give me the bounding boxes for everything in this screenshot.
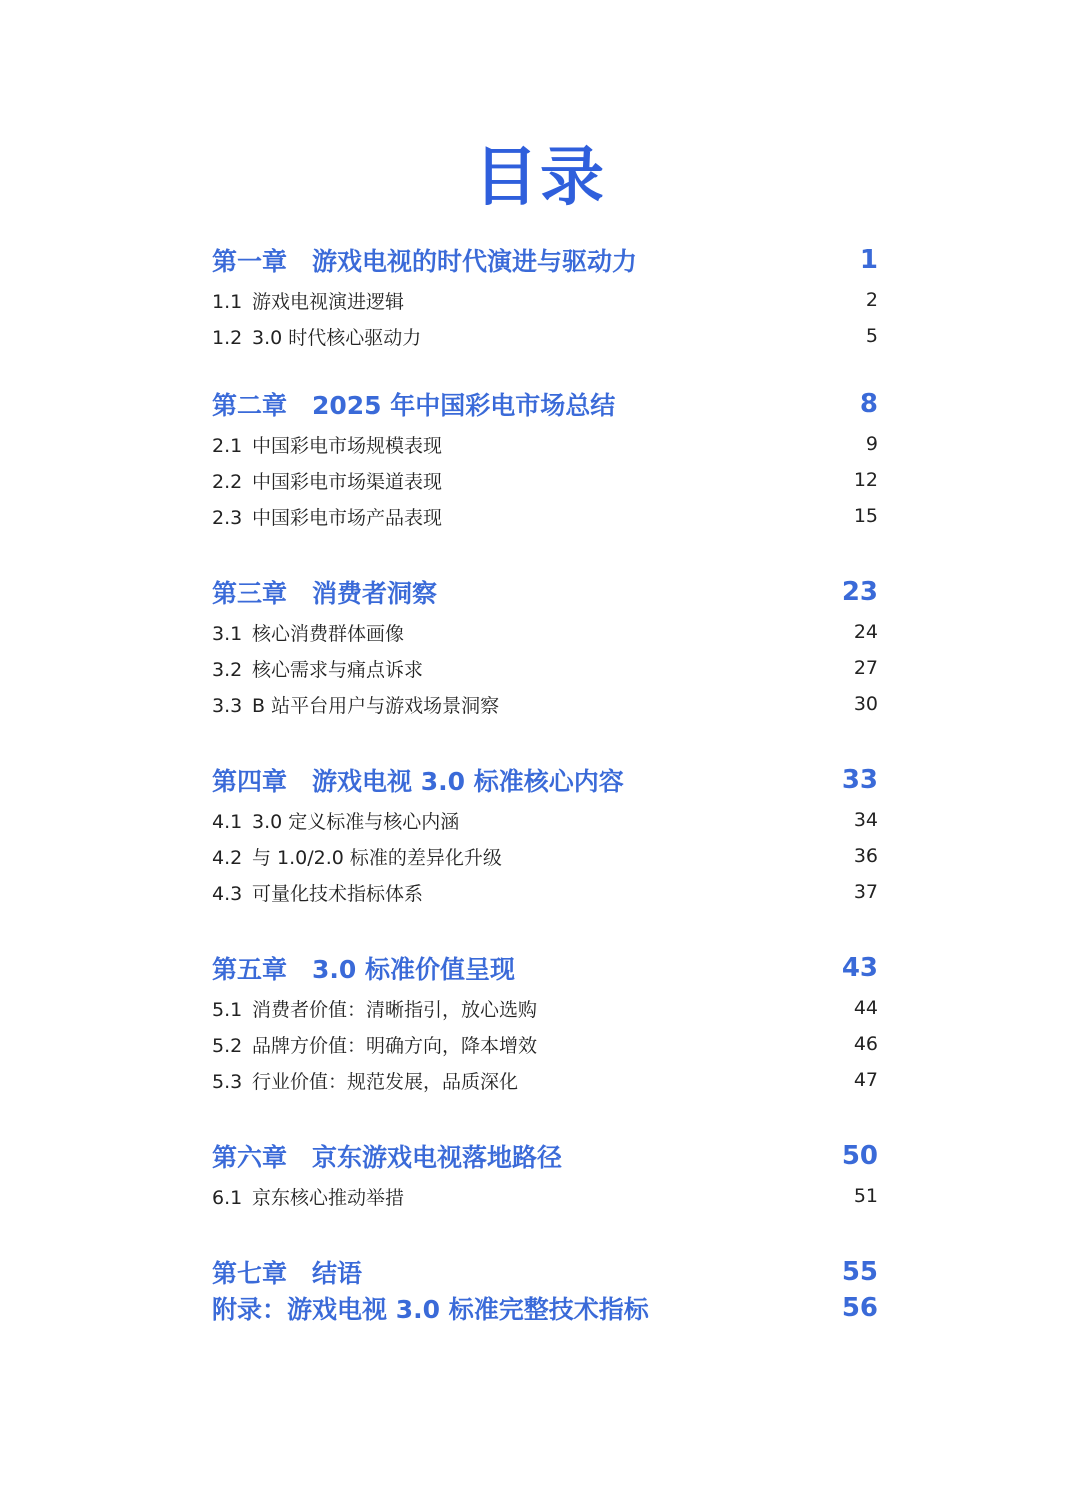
section-page-number: 9 <box>865 433 878 455</box>
section-title: 核心需求与痛点诉求 <box>252 658 424 681</box>
toc-section[interactable] <box>212 426 878 462</box>
chapter-page-number: 33 <box>841 765 878 795</box>
section-page-number: 5 <box>865 325 878 347</box>
section-title: 京东核心推动举措 <box>252 1186 405 1209</box>
chapter-page-number: 1 <box>859 245 878 275</box>
section-number: 2.1 <box>212 434 243 457</box>
toc-chapter-6-entry[interactable] <box>212 1134 878 1178</box>
section-title: 可量化技术指标体系 <box>252 882 424 905</box>
toc-section[interactable] <box>212 1026 878 1062</box>
toc-section[interactable] <box>212 614 878 650</box>
section-title: 行业价值：规范发展，品质深化 <box>252 1070 519 1093</box>
toc-section[interactable] <box>212 650 878 686</box>
section-title: B 站平台用户与游戏场景洞察 <box>252 694 500 717</box>
section-title: 游戏电视演进逻辑 <box>252 290 405 313</box>
section-title: 中国彩电市场渠道表现 <box>252 470 443 493</box>
section-page-number: 34 <box>853 809 878 831</box>
section-number: 3.3 <box>212 694 243 717</box>
section-page-number: 30 <box>853 693 878 715</box>
toc-section[interactable] <box>212 686 878 722</box>
toc-chapter-3 <box>212 570 878 722</box>
chapter-page-number: 50 <box>841 1141 878 1171</box>
toc-chapter-4-entry[interactable] <box>212 758 878 802</box>
appendix-page-number: 56 <box>841 1293 878 1323</box>
chapter-title: 第二章 2025 年中国彩电市场总结 <box>212 391 616 420</box>
section-page-number: 2 <box>865 289 878 311</box>
section-number: 5.2 <box>212 1034 243 1057</box>
section-page-number: 47 <box>853 1069 878 1091</box>
section-title: 消费者价值：清晰指引，放心选购 <box>252 998 538 1021</box>
toc-chapter-5-entry[interactable] <box>212 946 878 990</box>
section-number: 3.1 <box>212 622 243 645</box>
toc-chapter-6 <box>212 1134 878 1214</box>
section-number: 1.1 <box>212 290 243 313</box>
section-title: 中国彩电市场规模表现 <box>252 434 443 457</box>
toc-chapter-5 <box>212 946 878 1098</box>
chapter-page-number: 8 <box>859 389 878 419</box>
section-page-number: 12 <box>853 469 878 491</box>
section-number: 4.2 <box>212 846 243 869</box>
section-number: 6.1 <box>212 1186 243 1209</box>
toc-section[interactable] <box>212 462 878 498</box>
toc-appendix-entry[interactable] <box>212 1286 878 1330</box>
section-title: 3.0 时代核心驱动力 <box>252 326 422 349</box>
section-page-number: 15 <box>853 505 878 527</box>
toc-section[interactable] <box>212 318 878 354</box>
section-number: 1.2 <box>212 326 243 349</box>
section-page-number: 24 <box>853 621 878 643</box>
toc-chapter-1 <box>212 238 878 354</box>
toc-chapter-4 <box>212 758 878 910</box>
chapter-page-number: 23 <box>841 577 878 607</box>
section-number: 5.1 <box>212 998 243 1021</box>
toc-section[interactable] <box>212 838 878 874</box>
chapter-title: 第七章 结语 <box>212 1259 363 1288</box>
section-number: 5.3 <box>212 1070 243 1093</box>
toc-chapter-2 <box>212 382 878 534</box>
toc-section[interactable] <box>212 1178 878 1214</box>
section-page-number: 44 <box>853 997 878 1019</box>
toc-section[interactable] <box>212 498 878 534</box>
section-number: 4.3 <box>212 882 243 905</box>
toc-section[interactable] <box>212 990 878 1026</box>
section-number: 4.1 <box>212 810 243 833</box>
section-title: 中国彩电市场产品表现 <box>252 506 443 529</box>
section-number: 2.3 <box>212 506 243 529</box>
toc-section[interactable] <box>212 874 878 910</box>
section-page-number: 36 <box>853 845 878 867</box>
chapter-title: 第三章 消费者洞察 <box>212 579 438 608</box>
page-title: 目录 <box>474 141 606 215</box>
toc-section[interactable] <box>212 802 878 838</box>
section-page-number: 27 <box>853 657 878 679</box>
toc-appendix <box>212 1286 878 1330</box>
chapter-title: 第五章 3.0 标准价值呈现 <box>212 955 515 984</box>
section-page-number: 46 <box>853 1033 878 1055</box>
section-title: 品牌方价值：明确方向，降本增效 <box>252 1034 538 1057</box>
chapter-title: 第一章 游戏电视的时代演进与驱动力 <box>212 247 638 276</box>
table-of-contents <box>212 238 878 1330</box>
section-number: 2.2 <box>212 470 243 493</box>
toc-chapter-3-entry[interactable] <box>212 570 878 614</box>
section-page-number: 51 <box>853 1185 878 1207</box>
section-title: 核心消费群体画像 <box>252 622 405 645</box>
section-title: 与 1.0/2.0 标准的差异化升级 <box>252 846 502 869</box>
chapter-title: 第四章 游戏电视 3.0 标准核心内容 <box>212 767 624 796</box>
toc-section[interactable] <box>212 1062 878 1098</box>
chapter-title: 第六章 京东游戏电视落地路径 <box>212 1143 563 1172</box>
toc-section[interactable] <box>212 282 878 318</box>
toc-chapter-1-entry[interactable] <box>212 238 878 282</box>
toc-chapter-2-entry[interactable] <box>212 382 878 426</box>
chapter-page-number: 55 <box>841 1257 878 1287</box>
chapter-page-number: 43 <box>841 953 878 983</box>
section-title: 3.0 定义标准与核心内涵 <box>252 810 460 833</box>
section-page-number: 37 <box>853 881 878 903</box>
section-number: 3.2 <box>212 658 243 681</box>
appendix-title: 附录：游戏电视 3.0 标准完整技术指标 <box>212 1295 649 1324</box>
